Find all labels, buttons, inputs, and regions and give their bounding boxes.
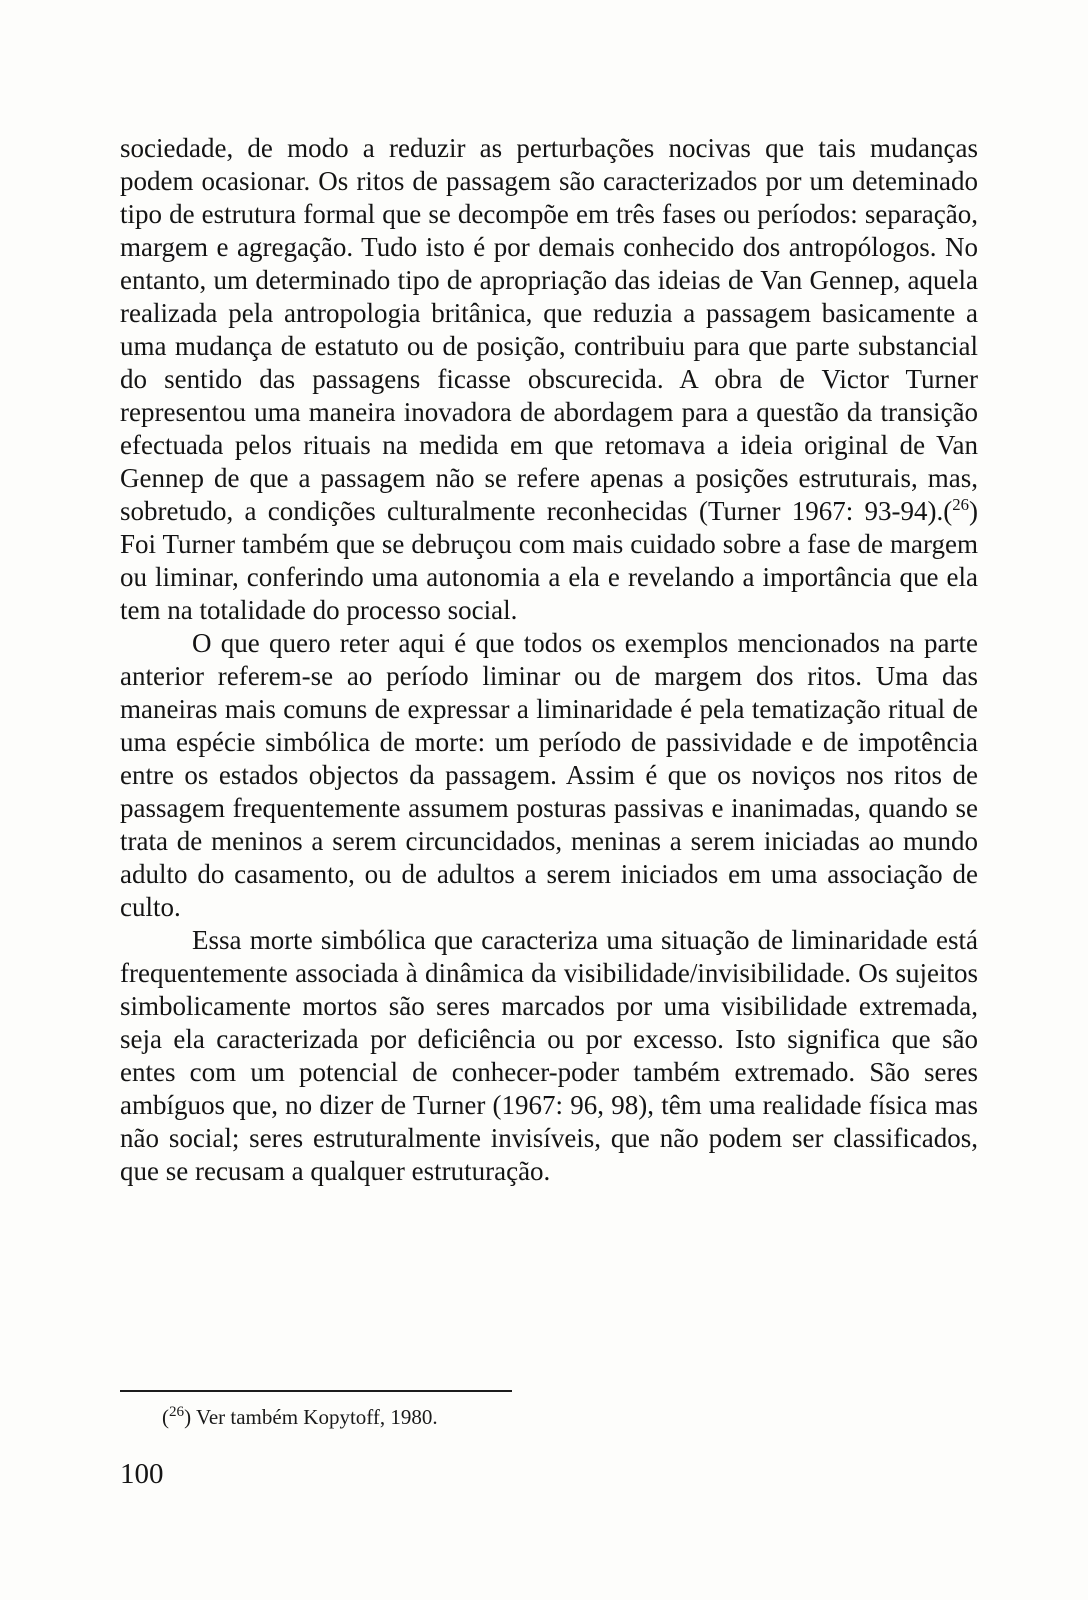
footnote-divider (120, 1390, 512, 1392)
footnote-close-paren: ) (184, 1405, 196, 1429)
paragraph (120, 627, 978, 924)
paragraph (120, 132, 978, 627)
footnote-marker: 26 (169, 1404, 185, 1420)
paragraph-text: ) Foi Turner também que se debruçou com mais cuidado sobre a fase de margem ou liminar, conferindo uma autonomia a ela e revelando a importância que ela tem na totalidade do processo social. (120, 496, 978, 625)
paragraph (120, 924, 978, 1188)
body-text (120, 132, 978, 1188)
paragraph-text: O que quero reter aqui é que todos os exemplos mencionados na parte anterior referem-se ao período liminar ou de margem dos ritos. Uma das maneiras mais comuns de expressar a liminaridade é pela tematização ritual de uma espécie simbólica de morte: um período de passividade e de impotência entre os estados objectos da passagem. Assim é que os noviços nos ritos de passagem frequentemente assumem posturas passivas e inanimadas, quando se trata de meninos a serem circuncidados, meninas a serem iniciadas ao mundo adulto do casamento, ou de adultos a serem iniciados em uma associação de culto. (120, 628, 978, 922)
footnote-reference: 26 (952, 495, 969, 514)
footnote-open-paren: ( (162, 1405, 169, 1429)
paragraph-text: Essa morte simbólica que caracteriza uma situação de liminaridade está frequentemente associada à dinâmica da visibilidade/invisibilidade. Os sujeitos simbolicamente mortos são seres marcados por uma visibilidade extremada, seja ela caracterizada por deficiência ou por excesso. Isto significa que são entes com um potencial de conhecer-poder também extremado. São seres ambíguos que, no dizer de Turner (1967: 96, 98), têm uma realidade física mas não social; seres estruturalmente invisíveis, que não podem ser classificados, que se recusam a qualquer estruturação. (120, 925, 978, 1186)
footnote (162, 1404, 438, 1430)
page-number: 100 (120, 1458, 164, 1490)
footnote-text: Ver também Kopytoff, 1980. (195, 1405, 438, 1429)
paragraph-text: sociedade, de modo a reduzir as perturbações nocivas que tais mudanças podem ocasionar. Os ritos de passagem são caracterizados por um deteminado tipo de estrutura formal que se decompõe em três fases ou períodos: separação, margem e agregação. Tudo isto é por demais conhecido dos antropólogos. No entanto, um determinado tipo de apropriação das ideias de Van Gennep, aquela realizada pela antropologia britânica, que reduzia a passagem basicamente a uma mudança de estatuto ou de posição, contribuiu para que parte substancial do sentido das passagens ficasse obscurecida. A obra de Victor Turner representou uma maneira inovadora de abordagem para a questão da transição efectuada pelos rituais na medida em que retomava a ideia original de Van Gennep de que a passagem não se refere apenas a posições estruturais, mas, sobretudo, a condições culturalmente reconhecidas (Turner 1967: 93-94).( (120, 133, 978, 526)
